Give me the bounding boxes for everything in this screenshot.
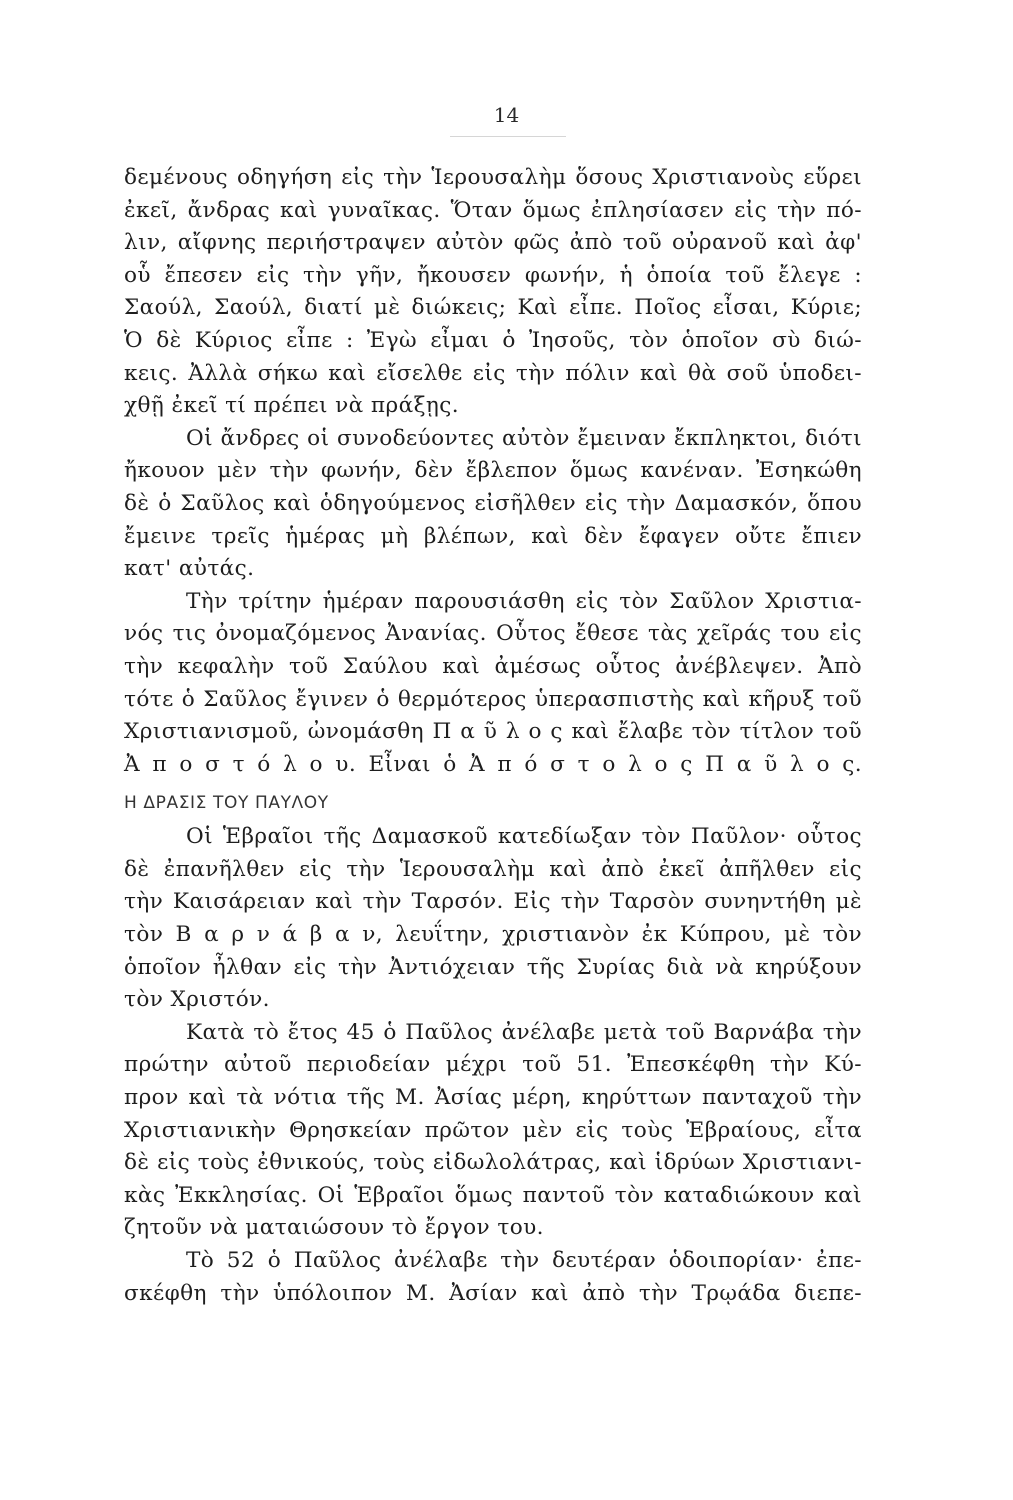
text-line: ζητοῦν νὰ ματαιώσουν τὸ ἔργον του. (124, 1215, 544, 1241)
text-line: ἔμεινε τρεῖς ἡμέρας μὴ βλέπων, καὶ δὲν ἔφαγεν οὔτε ἔπιεν (124, 523, 862, 549)
paragraph-2 (124, 423, 862, 586)
text-line: Χριστιανισμοῦ, ὠνομάσθη Π α ῦ λ ο ς καὶ ἔλαβε τὸν τίτλον τοῦ (124, 719, 862, 745)
text-line: ἤκουον μὲν τὴν φωνήν, δὲν ἔβλεπον ὅμως κανέναν. Ἐσηκώθη (124, 458, 862, 484)
paragraph-6 (124, 1245, 862, 1310)
text-line: Τὸ 52 ὁ Παῦλος ἀνέλαβε τὴν δευτέραν ὁδοιπορίαν· ἐπε- (186, 1248, 862, 1273)
text-line: τὸν Β α ρ ν ά β α ν, λευΐτην, χριστιανὸν ἐκ Κύπρου, μὲ τὸν (124, 922, 862, 948)
text-line: πρώτην αὐτοῦ περιοδείαν μέχρι τοῦ 51. Ἐπεσκέφθη τὴν Κύ- (124, 1052, 862, 1078)
text-line: Ὁ δὲ Κύριος εἶπε : Ἐγὼ εἶμαι ὁ Ἰησοῦς, τὸν ὁποῖον σὺ διώ- (124, 327, 862, 353)
text-line: σκέφθη τὴν ὑπόλοιπον Μ. Ἀσίαν καὶ ἀπὸ τὴν Τρῳάδα διεπε- (124, 1280, 862, 1306)
text-line: Κατὰ τὸ ἔτος 45 ὁ Παῦλος ἀνέλαβε μετὰ τοῦ Βαρνάβα τὴν (186, 1019, 862, 1045)
text-line: δεμένους οδηγήση εἰς τὴν Ἱερουσαλὴμ ὅσους Χριστιανοὺς εὕρει (124, 165, 862, 190)
text-line: τότε ὁ Σαῦλος ἔγινεν ὁ θερμότερος ὑπερασπιστὴς καὶ κῆρυξ τοῦ (124, 686, 862, 712)
page-body (124, 162, 862, 1310)
paragraph-5 (124, 1017, 862, 1245)
text-line: νός τις ὀνομαζόμενος Ἀνανίας. Οὗτος ἔθεσε τὰς χεῖράς του εἰς (124, 621, 862, 647)
text-line: προν καὶ τὰ νότια τῆς Μ. Ἀσίας μέρη, κηρύττων πανταχοῦ τὴν (124, 1085, 862, 1111)
text-line: λιν, αἴφνης περιήστραψεν αὐτὸν φῶς ἀπὸ τοῦ οὐρανοῦ καὶ ἀφ' (124, 230, 862, 256)
text-line: ἐκεῖ, ἄνδρας καὶ γυναῖκας. Ὅταν ὅμως ἐπλησίασεν εἰς τὴν πό- (124, 197, 862, 223)
text-line: κατ' αὐτάς. (124, 556, 255, 582)
text-line: τὴν Καισάρειαν καὶ τὴν Ταρσόν. Εἰς τὴν Ταρσὸν συνηντήθη μὲ (124, 889, 862, 915)
text-line: κεις. Ἀλλὰ σήκω καὶ εἴσελθε εἰς τὴν πόλιν καὶ θὰ σοῦ ὑποδει- (124, 360, 862, 386)
page-number-rule (450, 136, 566, 137)
section-heading: Η ΔΡΑΣΙΣ ΤΟΥ ΠΑΥΛΟΥ (124, 793, 329, 814)
text-line: χθῇ ἐκεῖ τί πρέπει νὰ πράξῃς. (124, 393, 459, 419)
text-line: δὲ ἐπανῆλθεν εἰς τὴν Ἱερουσαλὴμ καὶ ἀπὸ ἐκεῖ ἀπῆλθεν εἰς (124, 856, 862, 882)
paragraph-1 (124, 162, 862, 423)
text-line: Σαούλ, Σαούλ, διατί μὲ διώκεις; Καὶ εἶπε. Ποῖος εἶσαι, Κύριε; (124, 295, 862, 321)
text-line: τὸν Χριστόν. (124, 987, 270, 1013)
text-line: τὴν κεφαλὴν τοῦ Σαύλου καὶ ἀμέσως οὗτος ἀνέβλεψεν. Ἀπὸ (124, 653, 862, 679)
paragraph-3 (124, 586, 862, 782)
text-line: Χριστιανικὴν Θρησκείαν πρῶτον μὲν εἰς τοὺς Ἑβραίους, εἶτα (124, 1117, 862, 1143)
paragraph-4 (124, 821, 862, 1017)
text-line: δὲ ὁ Σαῦλος καὶ ὁδηγούμενος εἰσῆλθεν εἰς τὴν Δαμασκόν, ὅπου (124, 490, 862, 516)
text-line: κὰς Ἐκκλησίας. Οἱ Ἑβραῖοι ὅμως παντοῦ τὸν καταδιώκουν καὶ (124, 1182, 862, 1208)
text-line: οὗ ἔπεσεν εἰς τὴν γῆν, ἤκουσεν φωνήν, ἡ ὁποία τοῦ ἔλεγε : (124, 262, 862, 288)
text-line: Οἱ Ἑβραῖοι τῆς Δαμασκοῦ κατεδίωξαν τὸν Παῦλον· οὗτος (186, 824, 862, 850)
text-line: Τὴν τρίτην ἡμέραν παρουσιάσθη εἰς τὸν Σαῦλον Χριστια- (186, 588, 862, 614)
text-line: Οἱ ἄνδρες οἱ συνοδεύοντες αὐτὸν ἔμειναν ἔκπληκτοι, διότι (186, 425, 862, 451)
text-line: δὲ εἰς τοὺς ἐθνικούς, τοὺς εἰδωλολάτρας, καὶ ἱδρύων Χριστιανι- (124, 1150, 862, 1176)
page-number: 14 (493, 103, 520, 127)
text-line: ὁποῖον ἦλθαν εἰς τὴν Ἀντιόχειαν τῆς Συρίας διὰ νὰ κηρύξουν (124, 954, 862, 980)
text-line: Ἀ π ο σ τ ό λ ο υ. Εἶναι ὁ Ἀ π ό σ τ ο λ ο ς Π α ῦ λ ο ς. (124, 751, 862, 777)
